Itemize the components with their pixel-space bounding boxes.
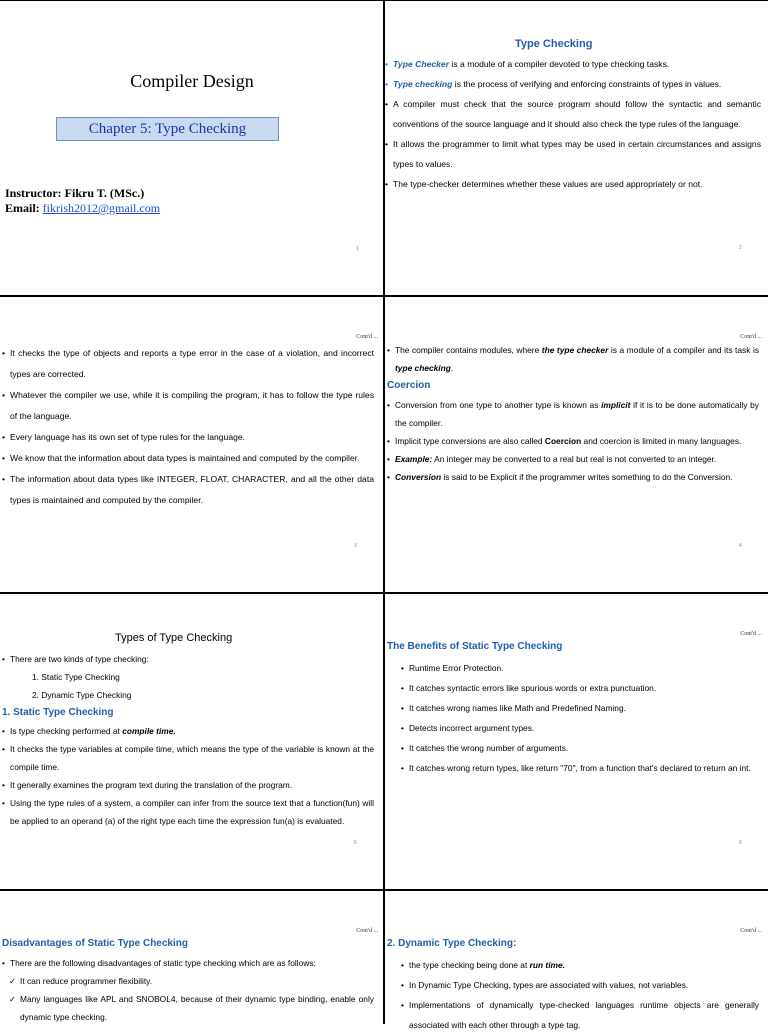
slide-contd-2 — [385, 297, 768, 593]
coercion-heading: Coercion — [387, 380, 431, 391]
page-number: 4 — [739, 543, 742, 549]
text-emph: implicit — [601, 400, 631, 410]
bullet-item — [385, 134, 761, 174]
slide-disadvantages — [0, 891, 384, 1024]
bullet-item — [401, 955, 759, 975]
bullet-item — [387, 396, 759, 432]
contd-label: Cont'd ... — [740, 928, 762, 934]
static-list — [2, 722, 374, 830]
bullet-item — [385, 54, 761, 74]
bullet-list — [385, 54, 761, 194]
slide-heading: Type Checking — [515, 38, 593, 50]
bullet-item: • There are the following disadvantages of static type checking which are as follows: — [2, 954, 374, 972]
slide-title — [0, 0, 384, 296]
text: The compiler contains modules, where — [395, 345, 542, 355]
page-number: 5 — [354, 840, 357, 846]
contd-label: Cont'd ... — [356, 334, 378, 340]
divider — [0, 295, 768, 297]
text: if it is to be done automatically by the compiler. — [395, 400, 759, 428]
text: Implicit type conversions are also called — [395, 436, 545, 446]
bullet-item: • Using the type rules of a system, a compiler can infer from the source text that a function(fun) will be applied to an operand (a) of the right type each time the expression fun(a) is evaluated. — [2, 794, 374, 830]
divider — [383, 0, 385, 1024]
bullet-list — [2, 343, 374, 511]
coercion-list — [387, 396, 759, 486]
kind-item: 1. Static Type Checking — [32, 672, 120, 682]
page-number: 1 — [356, 246, 359, 252]
bullet-item: • It catches the wrong number of arguments. — [401, 738, 759, 758]
bullet-item — [2, 722, 374, 740]
bullet-item: • Runtime Error Protection. — [401, 658, 759, 678]
bullet-item — [385, 174, 761, 194]
divider — [0, 592, 768, 594]
text: . — [450, 363, 454, 373]
bullet-item: • The information about data types like INTEGER, FLOAT, CHARACTER, and all the other data types is maintained and computed by the compiler. — [2, 469, 374, 511]
tick-item: ✓ It can reduce programmer flexibility. — [2, 972, 374, 990]
page-number: 6 — [739, 840, 742, 846]
kind-item: 2. Dynamic Type Checking — [32, 690, 132, 700]
bullet-item — [385, 94, 761, 134]
bullet-text: is a module of a compiler devoted to type checking tasks. — [449, 59, 670, 69]
text-emph: type checking — [395, 363, 451, 373]
benefit-list — [401, 658, 759, 778]
text-emph: Example: — [395, 454, 433, 464]
text-emph: Conversion — [395, 472, 442, 482]
bullet-item: • Every language has its own set of type rules for the language. — [2, 427, 374, 448]
contd-label: Cont'd ... — [740, 631, 762, 637]
slide-contd-1 — [0, 297, 384, 593]
email-link[interactable]: fikrish2012@gmail.com — [42, 201, 161, 215]
bullet-item: • It catches wrong return types, like return "70", from a function that's declared to return an int. — [401, 758, 759, 778]
text-emph: the type checker — [541, 345, 609, 355]
bullet-item: • It checks the type of objects and reports a type error in the case of a violation, and incorrect types are corrected. — [2, 343, 374, 385]
bullet-text: A compiler must check that the source program should follow the syntactic and semantic conventions of the source language and it should also check the type rules of the language. — [393, 99, 761, 129]
text: the type checking being done at — [409, 960, 530, 970]
slide-heading: Disadvantages of Static Type Checking — [2, 938, 188, 949]
text: is said to be Explicit if the programmer writes something to do the Conversion. — [441, 472, 733, 482]
bullet-item — [387, 341, 759, 377]
bullet-lead: Type Checker — [393, 59, 450, 69]
text-emph: Coercion — [544, 436, 582, 446]
slide-dynamic — [385, 891, 768, 1030]
chapter-title: Chapter 5: Type Checking — [56, 117, 279, 141]
bullet-item: • There are two kinds of type checking: — [2, 650, 374, 668]
bullet-item: • It catches wrong names like Math and Predefined Naming. — [401, 698, 759, 718]
page-number: 2 — [739, 245, 742, 251]
intro-bullet — [387, 341, 759, 377]
contd-label: Cont'd ... — [356, 928, 378, 934]
static-heading: 1. Static Type Checking — [2, 707, 114, 718]
text: An integer may be converted to a real but real is not converted to an integer. — [432, 454, 717, 464]
bullet-text: It allows the programmer to limit what types may be used in certain circumstances and assigns types to values. — [393, 139, 761, 169]
intro-list — [2, 650, 374, 704]
bullet-item — [385, 74, 761, 94]
slide-heading: Types of Type Checking — [115, 632, 233, 644]
divider — [0, 889, 768, 891]
instructor-info — [5, 186, 160, 216]
text: is a module of a compiler and its task is — [608, 345, 760, 355]
slide-type-checking — [385, 0, 768, 296]
slide-heading: 2. Dynamic Type Checking: — [387, 938, 517, 949]
slide-types — [0, 594, 384, 890]
bullet-item: • Detects incorrect argument types. — [401, 718, 759, 738]
tick-item: ✓ Many languages like APL and SNOBOL4, because of their dynamic type binding, enable only dynamic type checking. — [2, 990, 374, 1026]
text-emph: compile time. — [122, 726, 176, 736]
bullet-item: • Whatever the compiler we use, while it is compiling the program, it has to follow the type rules of the language. — [2, 385, 374, 427]
bullet-item: • It generally examines the program text during the translation of the program. — [2, 776, 374, 794]
email-label: Email: — [5, 201, 43, 215]
email-line — [5, 201, 160, 216]
disadvantage-list — [2, 954, 374, 1026]
dynamic-list — [401, 955, 759, 1035]
slide-benefits — [385, 594, 768, 890]
course-title: Compiler Design — [130, 71, 254, 91]
contd-label: Cont'd ... — [740, 334, 762, 340]
bullet-item — [387, 450, 759, 468]
bullet-text: is the process of verifying and enforcing constraints of types in values. — [452, 79, 722, 89]
bullet-item: • Implementations of dynamically type-checked languages runtime objects are generally associated with each other through a type tag. — [401, 995, 759, 1035]
bullet-item: • It checks the type variables at compile time, which means the type of the variable is known at the compile time. — [2, 740, 374, 776]
bullet-lead: Type checking — [393, 79, 453, 89]
bullet-item: • It catches syntactic errors like spurious words or extra punctuation. — [401, 678, 759, 698]
text-emph: run time. — [529, 960, 565, 970]
instructor-name: Instructor: Fikru T. (MSc.) — [5, 186, 145, 200]
bullet-item — [387, 432, 759, 450]
text: Conversion from one type to another type is known as — [395, 400, 602, 410]
bullet-item: • We know that the information about data types is maintained and computed by the compiler. — [2, 448, 374, 469]
page-number: 3 — [354, 543, 357, 549]
bullet-item: • In Dynamic Type Checking, types are associated with values, not variables. — [401, 975, 759, 995]
text: and coercion is limited in many languages. — [581, 436, 742, 446]
slide-heading: The Benefits of Static Type Checking — [387, 641, 563, 652]
bullet-text: The type-checker determines whether these values are used appropriately or not. — [393, 179, 703, 189]
text: Is type checking performed at — [10, 726, 123, 736]
bullet-item — [387, 468, 759, 486]
